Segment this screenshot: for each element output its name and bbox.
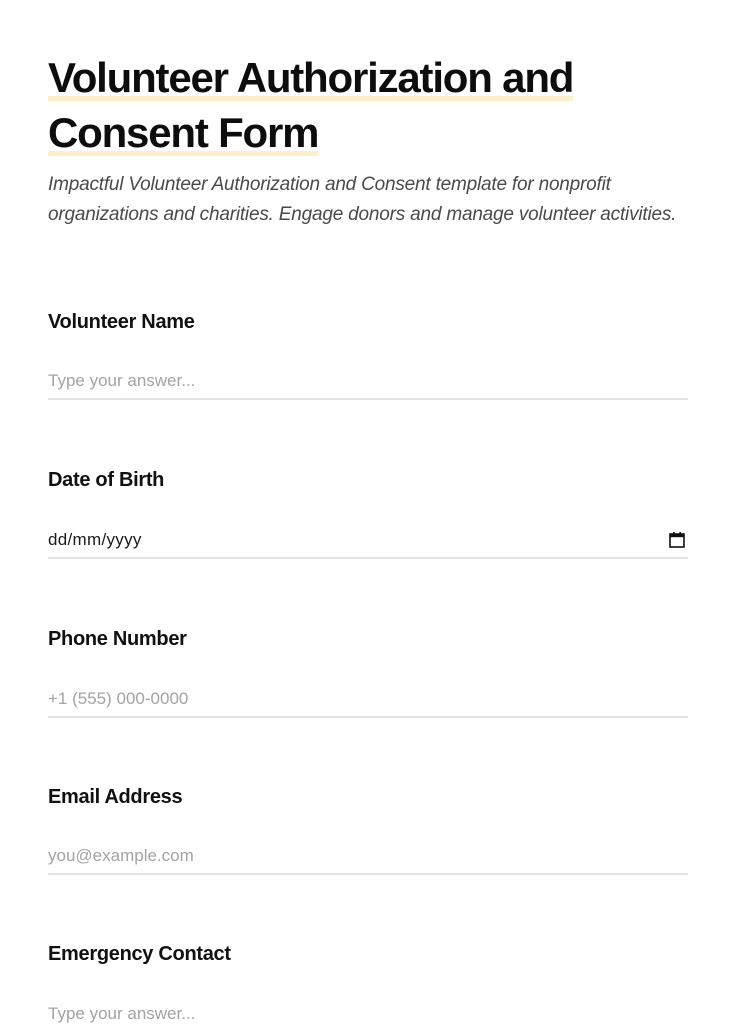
field-emergency-contact <box>48 940 688 1023</box>
input-placeholder: Type your answer... <box>48 371 196 390</box>
field-label: Emergency Contact <box>48 943 231 965</box>
field-label: Email Address <box>48 786 183 808</box>
phone-number-input[interactable] <box>48 682 688 718</box>
input-placeholder: you@example.com <box>48 846 194 865</box>
volunteer-name-input[interactable] <box>48 364 688 400</box>
field-date-of-birth <box>48 466 688 549</box>
field-label: Phone Number <box>48 628 187 650</box>
field-volunteer-name <box>48 308 688 390</box>
page-title <box>48 50 688 160</box>
calendar-icon[interactable] <box>668 531 686 549</box>
title-line-1: Volunteer Authorization and <box>48 54 574 101</box>
input-placeholder: Type your answer... <box>48 1004 196 1023</box>
email-address-input[interactable] <box>48 839 688 875</box>
field-email-address <box>48 783 688 865</box>
date-placeholder: dd/mm/yyyy <box>48 530 142 549</box>
emergency-contact-input[interactable] <box>48 997 688 1024</box>
field-label: Volunteer Name <box>48 311 195 333</box>
input-placeholder: +1 (555) 000-0000 <box>48 689 189 708</box>
field-label: Date of Birth <box>48 469 165 491</box>
form-description: Impactful Volunteer Authorization and Consent template for nonprofit organizations and charities. Engage donors and manage volunteer activities. <box>48 174 677 225</box>
field-phone-number <box>48 625 688 708</box>
title-line-2: Consent Form <box>48 109 319 156</box>
date-of-birth-input[interactable] <box>48 523 688 559</box>
